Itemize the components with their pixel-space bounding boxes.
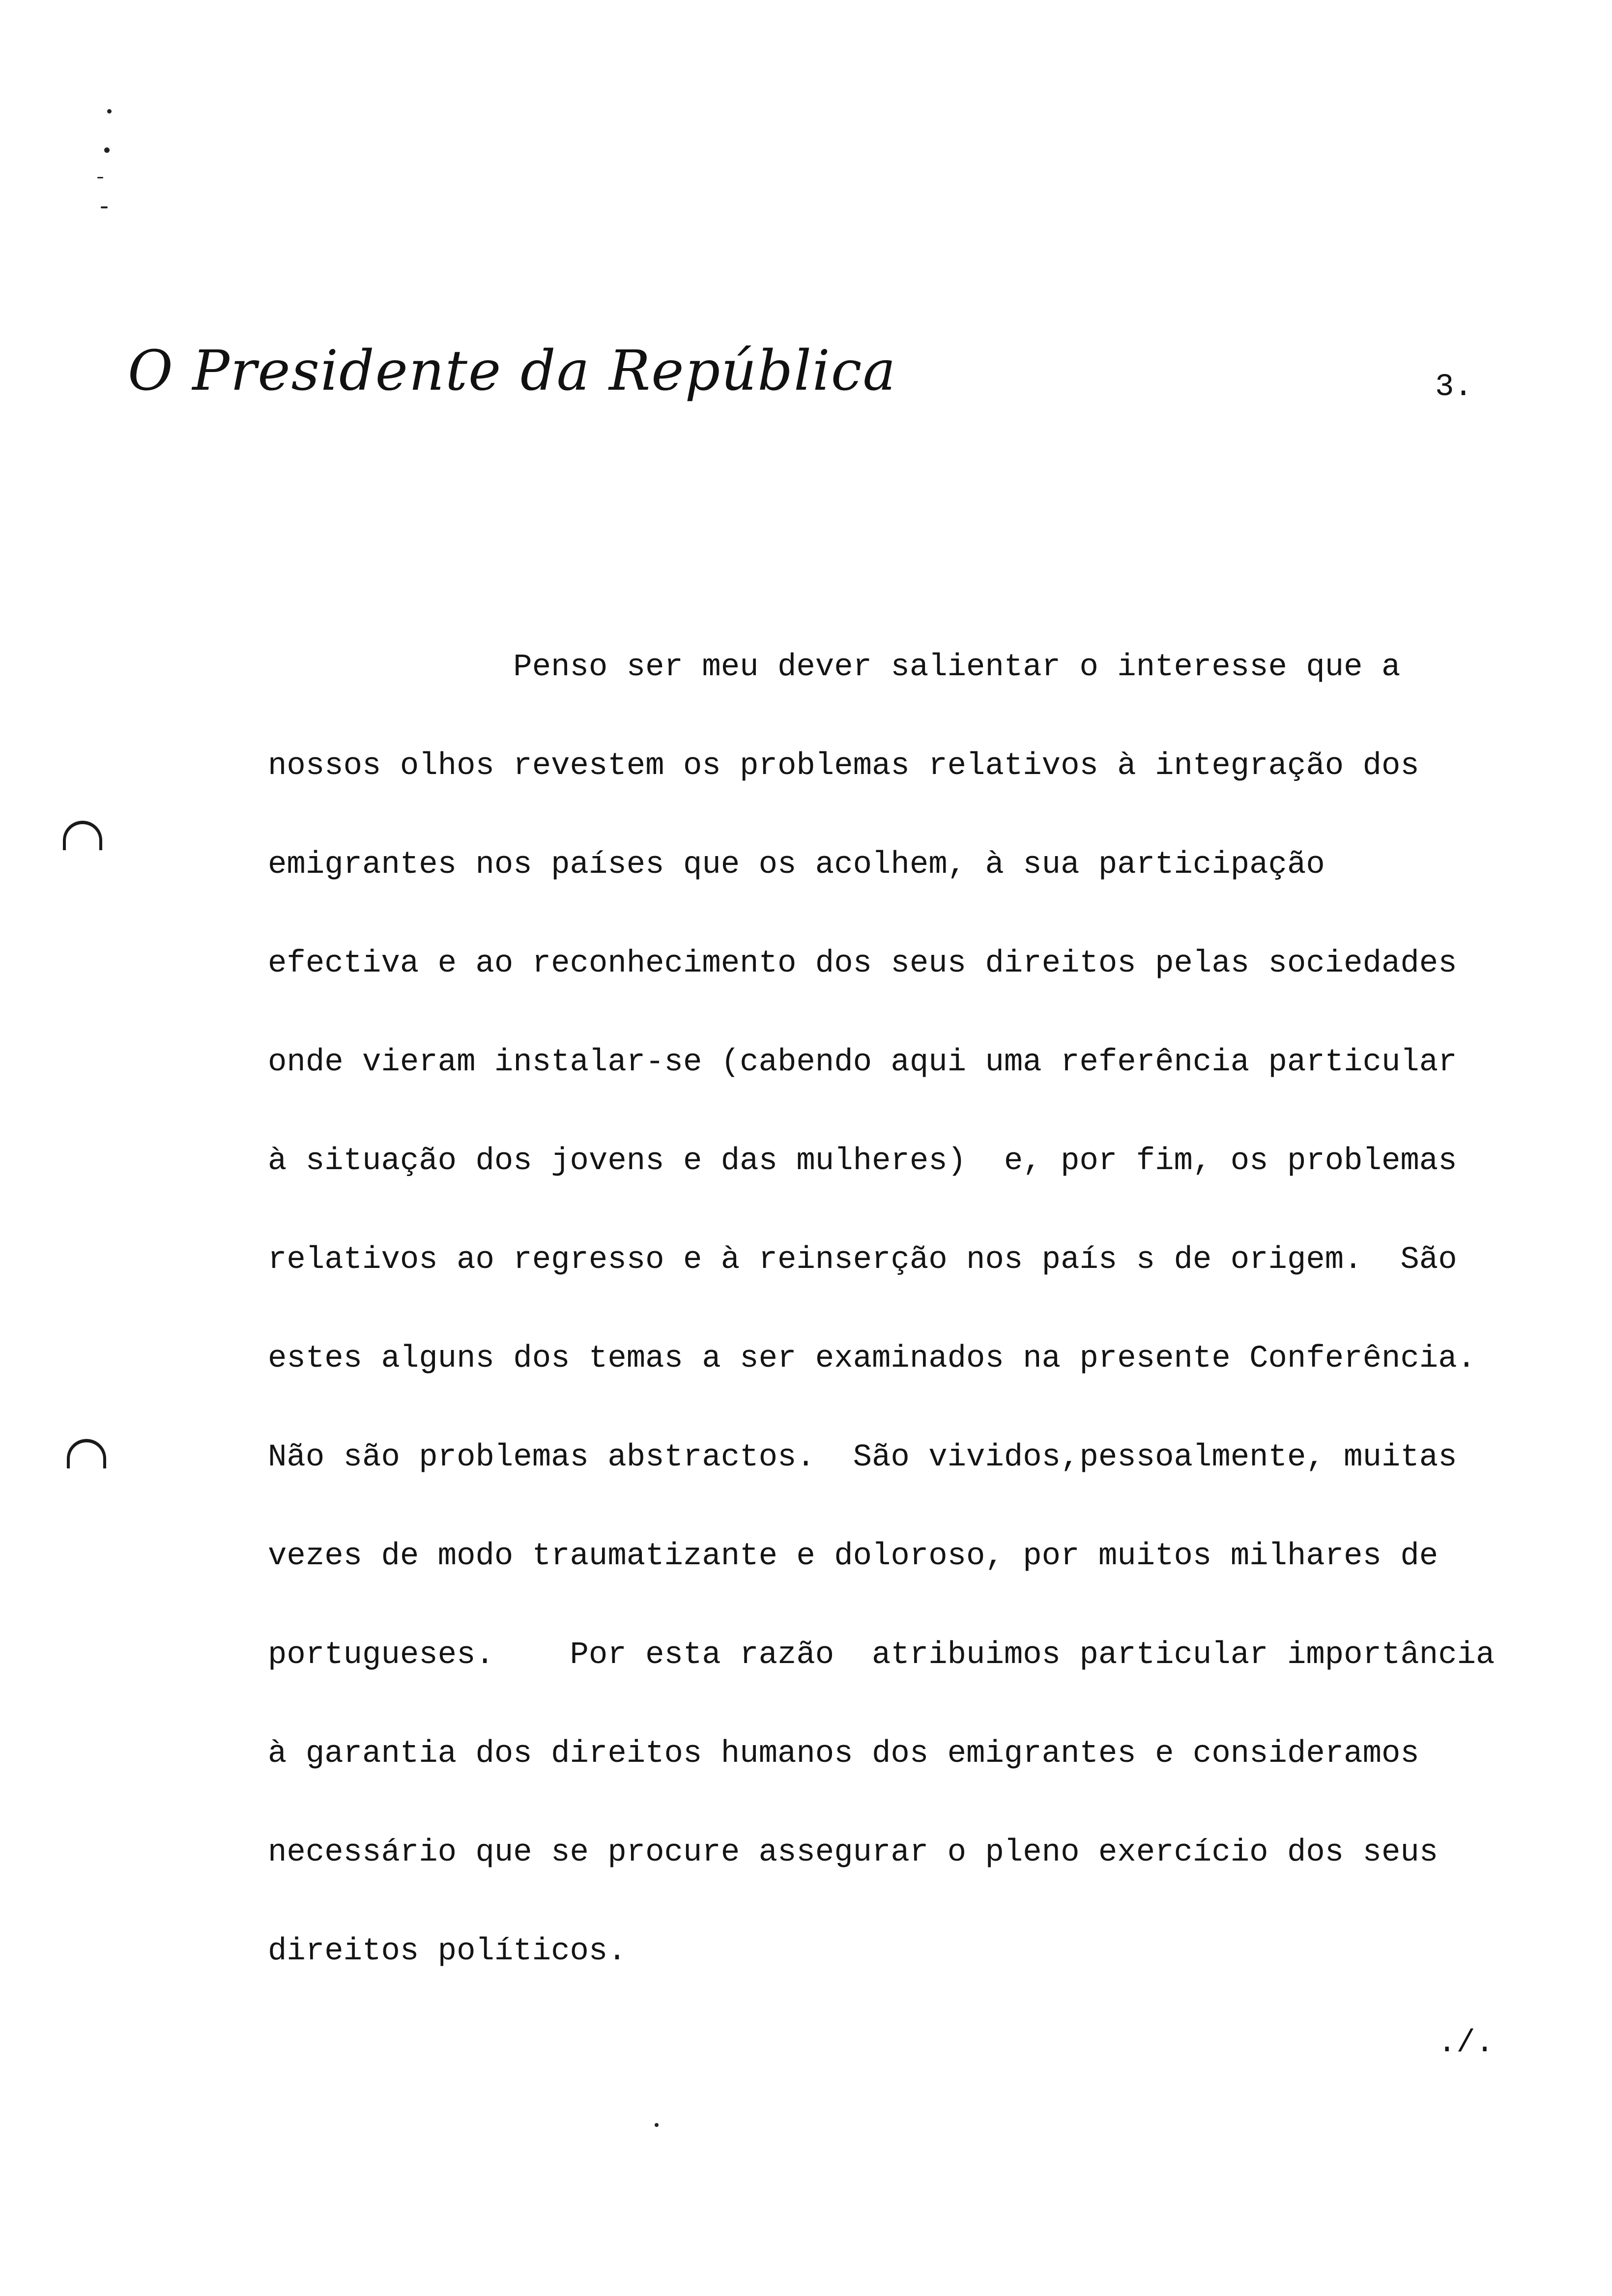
text-line: Não são problemas abstractos. São vividos,pessoalmente, muitas [268,1440,1457,1475]
page-number: 3. [1435,370,1473,405]
punch-hole-mark [67,1439,106,1468]
body-paragraph [268,618,1595,2001]
text-line: à garantia dos direitos humanos dos emigrantes e consideramos [268,1736,1419,1772]
text-line: vezes de modo traumatizante e doloroso, por muitos milhares de [268,1539,1439,1574]
scan-speck [101,206,108,208]
text-line: necessário que se procure assegurar o pleno exercício dos seus [268,1835,1439,1870]
text-line: efectiva e ao reconhecimento dos seus direitos pelas sociedades [268,946,1457,981]
text-line: à situação dos jovens e das mulheres) e, por fim, os problemas [268,1144,1457,1179]
scan-speck [107,109,112,114]
text-line: relativos ao regresso e à reinserção nos país s de origem. São [268,1242,1457,1278]
continuation-mark: ./. [1438,2026,1495,2061]
text-line: nossos olhos revestem os problemas relativos à integração dos [268,748,1419,784]
text-line: emigrantes nos países que os acolhem, à sua participação [268,847,1325,883]
scan-speck [97,177,103,178]
scan-speck [655,2123,659,2127]
text-line: direitos políticos. [268,1934,627,1969]
letterhead-title: O Presidente da República [128,339,897,403]
text-line: onde vieram instalar-se (cabendo aqui uma referência particular [268,1045,1457,1080]
text-line: portugueses. Por esta razão atribuimos particular importância [268,1637,1495,1673]
text-line: estes alguns dos temas a ser examinados na presente Conferência. [268,1341,1476,1377]
text-line: Penso ser meu dever salientar o interesse que a [268,650,1401,685]
scan-speck [104,147,110,153]
punch-hole-mark [63,821,102,850]
